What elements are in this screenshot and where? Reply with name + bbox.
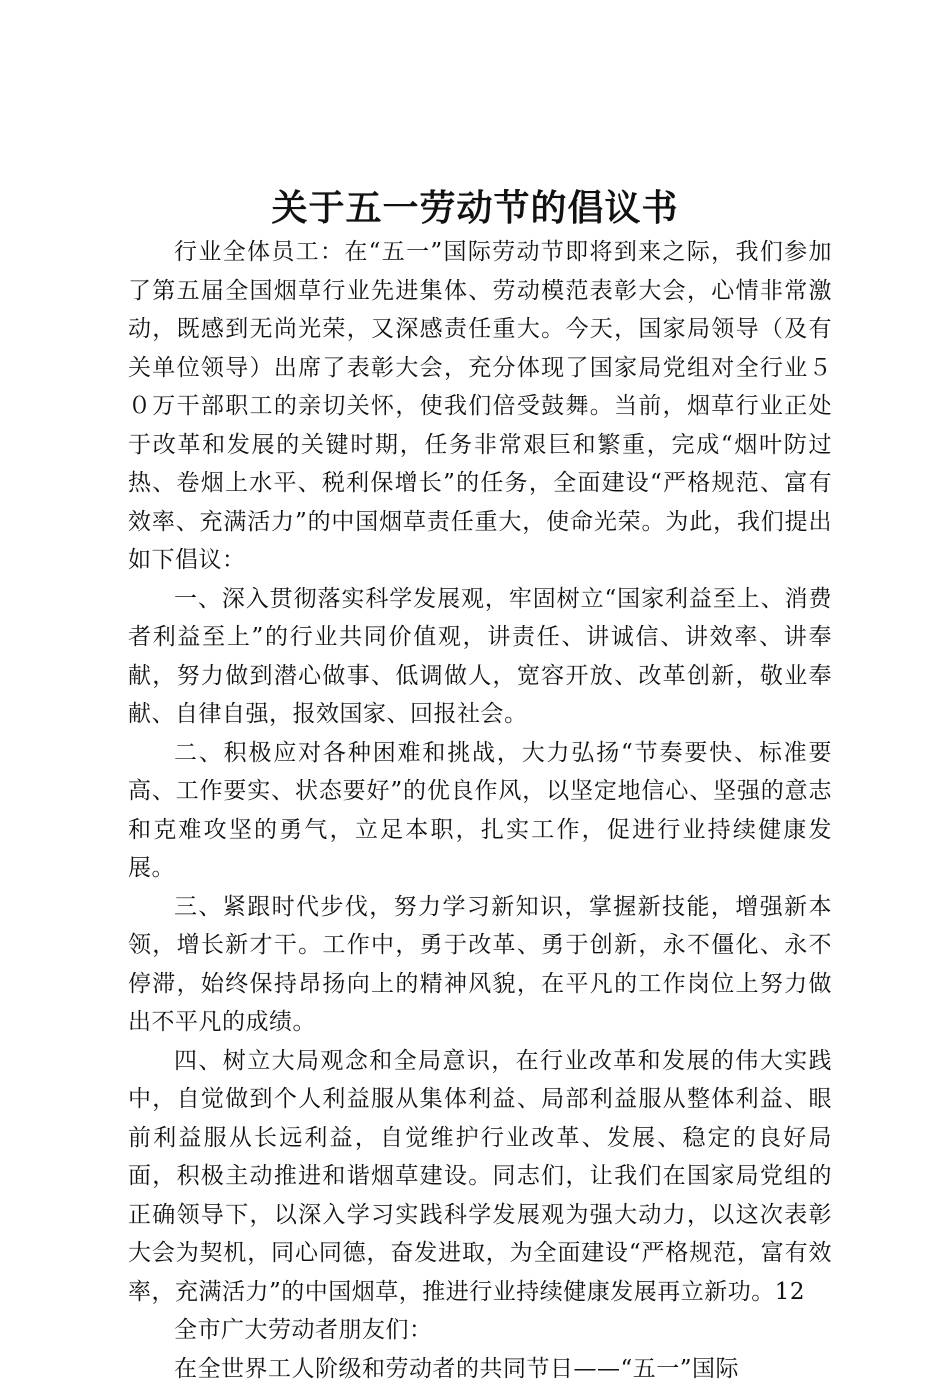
document-body: [128, 233, 832, 1388]
paragraph-proposal-3: 三、紧跟时代步伐，努力学习新知识，掌握新技能，增强新本领，增长新才干。工作中，勇于改革、勇于创新，永不僵化、永不停滞，始终保持昂扬向上的精神风貌，在平凡的工作岗位上努力做出不平凡的成绩。: [128, 888, 832, 1042]
paragraph-proposal-1: 一、深入贯彻落实科学发展观，牢固树立“国家利益至上、消费者利益至上”的行业共同价值观，讲责任、讲诚信、讲效率、讲奉献，努力做到潜心做事、低调做人，宽容开放、改革创新，敬业奉献、自律自强，报效国家、回报社会。: [128, 580, 832, 734]
paragraph-salutation: 全市广大劳动者朋友们：: [128, 1311, 832, 1350]
paragraph-continuation: 在全世界工人阶级和劳动者的共同节日——“五一”国际: [128, 1350, 832, 1388]
paragraph-proposal-2: 二、积极应对各种困难和挑战，大力弘扬“节奏要快、标准要高、工作要实、状态要好”的优良作风，以坚定地信心、坚强的意志和克难攻坚的勇气，立足本职，扎实工作，促进行业持续健康发展。: [128, 734, 832, 888]
paragraph-proposal-4: 四、树立大局观念和全局意识，在行业改革和发展的伟大实践中，自觉做到个人利益服从集体利益、局部利益服从整体利益、眼前利益服从长远利益，自觉维护行业改革、发展、稳定的良好局面，积极主动推进和谐烟草建设。同志们，让我们在国家局党组的正确领导下，以深入学习实践科学发展观为强大动力，以这次表彰大会为契机，同心同德，奋发进取，为全面建设“严格规范，富有效率，充满活力”的中国烟草，推进行业持续健康发展再立新功。12: [128, 1042, 832, 1312]
document-title: 关于五一劳动节的倡议书: [0, 183, 950, 233]
paragraph-intro: 行业全体员工：在“五一”国际劳动节即将到来之际，我们参加了第五届全国烟草行业先进集体、劳动模范表彰大会，心情非常激动，既感到无尚光荣，又深感责任重大。今天，国家局领导（及有关单位领导）出席了表彰大会，充分体现了国家局党组对全行业５０万干部职工的亲切关怀，使我们倍受鼓舞。当前，烟草行业正处于改革和发展的关键时期，任务非常艰巨和繁重，完成“烟叶防过热、卷烟上水平、税利保增长”的任务，全面建设“严格规范、富有效率、充满活力”的中国烟草责任重大，使命光荣。为此，我们提出如下倡议：: [128, 233, 832, 580]
